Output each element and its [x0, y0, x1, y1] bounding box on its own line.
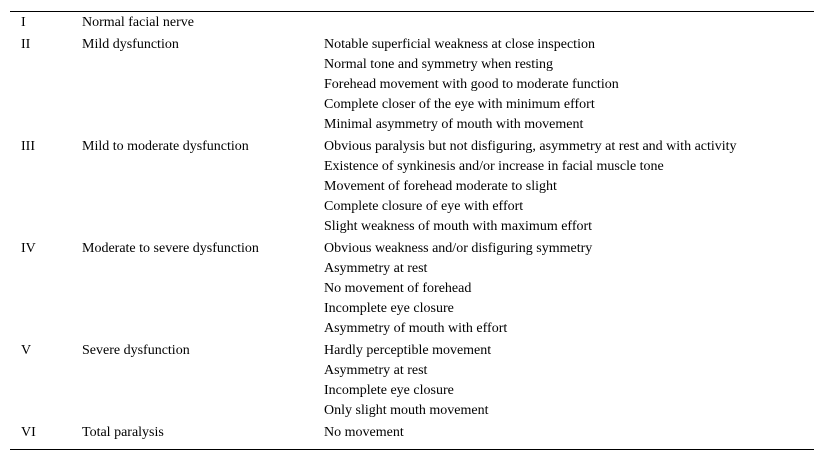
table-row-grade-5 [10, 340, 814, 422]
table-row-grade-3 [10, 136, 814, 238]
characteristic-line: Incomplete eye closure [324, 383, 454, 398]
characteristic-line: Slight weakness of mouth with maximum effort [324, 219, 593, 234]
description-cell: Moderate to severe dysfunction [82, 241, 259, 256]
characteristics-cell [324, 239, 592, 339]
grade-cell: IV [21, 241, 36, 256]
characteristic-line: Obvious paralysis but not disfiguring, asymmetry at rest and with activity [324, 139, 737, 154]
description-cell: Mild to moderate dysfunction [82, 139, 249, 154]
characteristics-cell [324, 341, 491, 421]
characteristic-line: Forehead movement with good to moderate function [324, 77, 619, 92]
grade-cell: VI [21, 425, 36, 440]
characteristics-cell [324, 423, 404, 443]
characteristic-line: Asymmetry at rest [324, 261, 428, 276]
description-cell: Total paralysis [82, 425, 164, 440]
grade-cell: III [21, 139, 35, 154]
grade-cell: II [21, 37, 31, 52]
description-cell: Severe dysfunction [82, 343, 190, 358]
table-row-grade-4 [10, 238, 814, 340]
table-row-grade-2 [10, 34, 814, 136]
characteristic-line: Hardly perceptible movement [324, 343, 492, 358]
description-cell: Normal facial nerve [82, 15, 194, 30]
characteristic-line: Incomplete eye closure [324, 301, 454, 316]
characteristics-cell [324, 137, 737, 237]
characteristic-line: Movement of forehead moderate to slight [324, 179, 557, 194]
characteristic-line: No movement of forehead [324, 281, 472, 296]
table-row-grade-1 [10, 12, 814, 34]
characteristic-line: Minimal asymmetry of mouth with movement [324, 117, 584, 132]
characteristic-line: Only slight mouth movement [324, 403, 489, 418]
characteristic-line: No movement [324, 425, 404, 440]
characteristic-line: Complete closer of the eye with minimum effort [324, 97, 595, 112]
characteristic-line: Existence of synkinesis and/or increase in facial muscle tone [324, 159, 664, 174]
characteristic-line: Asymmetry of mouth with effort [324, 321, 508, 336]
characteristics-cell [324, 35, 619, 135]
description-cell: Mild dysfunction [82, 37, 179, 52]
characteristic-line: Obvious weakness and/or disfiguring symmetry [324, 241, 593, 256]
grade-cell: I [21, 15, 26, 30]
grade-cell: V [21, 343, 32, 358]
table-row-grade-6 [10, 422, 814, 449]
characteristic-line: Notable superficial weakness at close inspection [324, 37, 595, 52]
facial-nerve-grading-table [10, 11, 814, 450]
characteristic-line: Asymmetry at rest [324, 363, 428, 378]
characteristic-line: Normal tone and symmetry when resting [324, 57, 554, 72]
characteristic-line: Complete closure of eye with effort [324, 199, 524, 214]
